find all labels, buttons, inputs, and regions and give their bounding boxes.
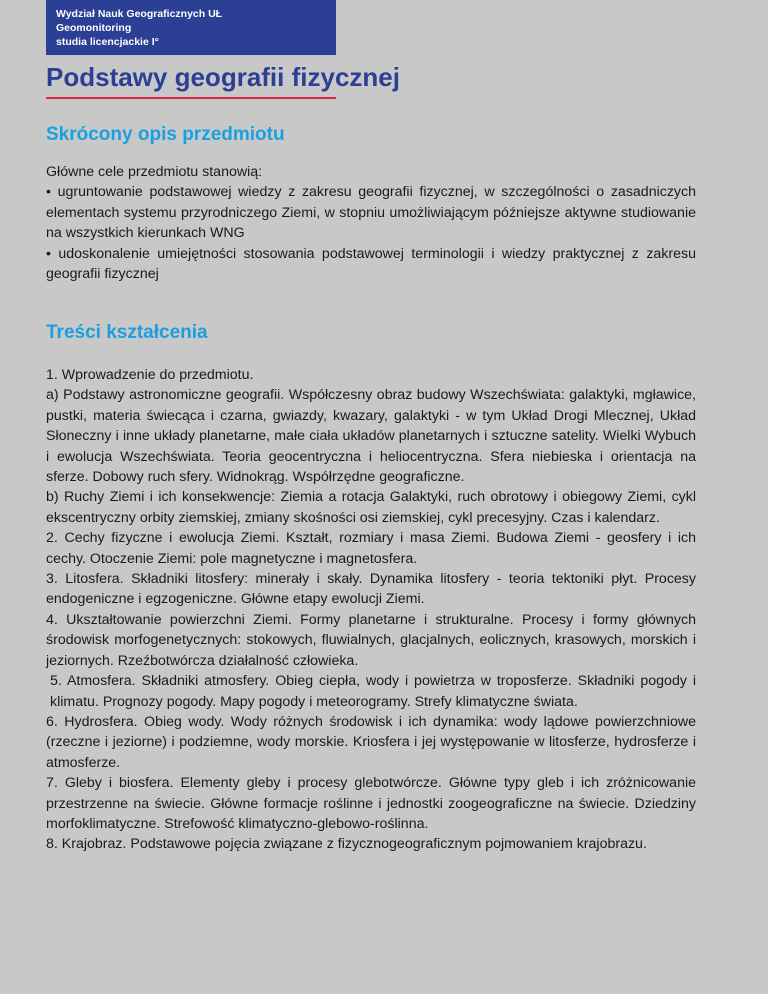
title-underline [46, 97, 336, 99]
content-text [46, 365, 696, 855]
header-program: Geomonitoring [56, 22, 132, 34]
content-item: a) Podstawy astronomiczne geografii. Współczesny obraz budowy Wszechświata: galaktyki, mgławice, pustki, materia świecąca i czarna, gwiazdy, kwazary, galaktyki - w tym Układ Drogi Mlecznej, Układ Słoneczny i inne układy planetarne, małe ciała układów planetarnych i sztuczne satelity. Wielki Wybuch i ewolucja Wszechświata. Teoria geocentryczna i heliocentryczna. Sfera niebieska i orientacja na sferze. Dobowy ruch sfery. Widnokrąg. Współrzędne geograficzne. [46, 387, 696, 486]
content-item: 4. Ukształtowanie powierzchni Ziemi. Formy planetarne i strukturalne. Procesy i formy głównych środowisk morfogenetycznych: stokowych, fluwialnych, glacjalnych, eolicznych, krasowych, morskich i jeziornych. Rzeźbotwórcza działalność człowieka. [46, 611, 696, 669]
description-heading: Skrócony opis przedmiotu [46, 124, 285, 145]
content-item: 1. Wprowadzenie do przedmiotu. [46, 367, 254, 383]
header-faculty: Wydział Nauk Geograficznych UŁ [56, 8, 223, 20]
content-item: 7. Gleby i biosfera. Elementy gleby i procesy glebotwórcze. Główne typy gleb i ich zróżnicowanie przestrzenne na świecie. Główne formacje roślinne i jednostki zoogeograficzne na świecie. Dziedziny morfoklimatyczne. Strefowość klimatyczno-glebowo-roślinna. [46, 775, 696, 832]
faculty-header-box [46, 0, 336, 55]
page-title: Podstawy geografii fizycznej [46, 62, 400, 92]
content-heading: Treści kształcenia [46, 322, 208, 343]
description-line: Główne cele przedmiotu stanowią: [46, 164, 263, 180]
content-item: b) Ruchy Ziemi i ich konsekwencje: Ziemia a rotacja Galaktyki, ruch obrotowy i obiegowy Ziemi, cykl ekscentryczny orbity ziemskiej, zmiany skośności osi ziemskiej, cykl precesyjny. Czas i kalendarz. [46, 489, 696, 526]
header-level: studia licencjackie I° [56, 36, 159, 48]
content-item: 2. Cechy fizyczne i ewolucja Ziemi. Kształt, rozmiary i masa Ziemi. Budowa Ziemi - geosfery i ich cechy. Otoczenie Ziemi: pole magnetyczne i magnetosfera. [46, 530, 696, 567]
content-item: 8. Krajobraz. Podstawowe pojęcia związane z fizycznogeograficznym pojmowaniem krajobrazu. [46, 836, 647, 853]
content-item: 5. Atmosfera. Składniki atmosfery. Obieg ciepła, wody i powietrza w troposferze. Składniki pogody i klimatu. Prognozy pogody. Mapy pogody i meteorogramy. Strefy klimatyczne świata. [50, 673, 696, 710]
content-item: 3. Litosfera. Składniki litosfery: minerały i skały. Dynamika litosfery - teoria tektoniki płyt. Procesy endogeniczne i egzogeniczne. Główne etapy ewolucji Ziemi. [46, 571, 696, 608]
content-item: 6. Hydrosfera. Obieg wody. Wody różnych środowisk i ich dynamika: wody lądowe powierzchniowe (rzeczne i jeziorne) i podziemne, wody morskie. Kriosfera i jej występowanie w litosferze, hydrosferze i atmosferze. [46, 713, 696, 771]
description-line: • ugruntowanie podstawowej wiedzy z zakresu geografii fizycznej, w szczególności o zasadniczych elementach systemu przyrodniczego Ziemi, w stopniu umożliwiającym późniejsze aktywne studiowanie na wszystkich kierunkach WNG [46, 184, 696, 242]
description-text [46, 162, 696, 284]
description-line: • udoskonalenie umiejętności stosowania podstawowej terminologii i wiedzy praktycznej z zakresu geografii fizycznej [46, 245, 696, 283]
